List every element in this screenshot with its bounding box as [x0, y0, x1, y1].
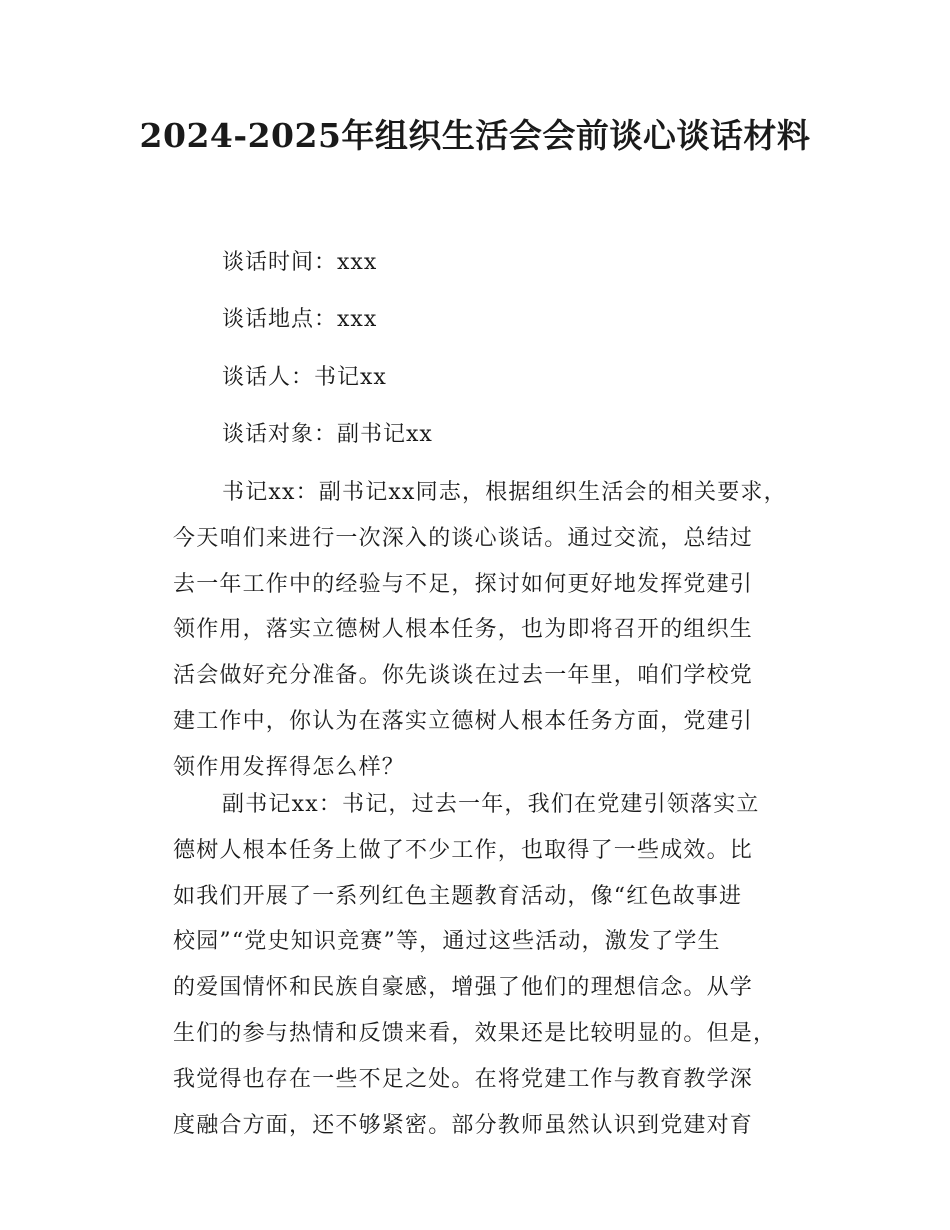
paragraph-line: 书记xx：副书记xx同志，根据组织生活会的相关要求，	[222, 480, 787, 505]
paragraph-line: 活会做好充分准备。你先谈谈在过去一年里，咱们学校党	[173, 663, 754, 689]
meta-talk-target: 谈话对象：副书记xx	[222, 422, 433, 447]
paragraph-secretary	[173, 470, 823, 791]
paragraph-line: 副书记xx：书记，过去一年，我们在党建引领落实立	[222, 792, 760, 817]
document-title: 2024-2025年组织生活会会前谈心谈话材料	[139, 116, 811, 155]
paragraph-line: 的爱国情怀和民族自豪感，增强了他们的理想信念。从学	[173, 975, 754, 1001]
meta-talker: 谈话人：书记xx	[222, 365, 387, 390]
paragraph-line: 校园”“党史知识竞赛”等，通过这些活动，激发了学生	[173, 929, 721, 955]
paragraph-deputy-secretary	[173, 782, 823, 1148]
paragraph-line: 德树人根本任务上做了不少工作，也取得了一些成效。比	[173, 837, 754, 863]
paragraph-line: 去一年工作中的经验与不足，探讨如何更好地发挥党建引	[173, 571, 754, 597]
meta-talk-time: 谈话时间：xxx	[222, 250, 378, 275]
paragraph-line: 度融合方面，还不够紧密。部分教师虽然认识到党建对育	[173, 1112, 754, 1138]
meta-talk-location: 谈话地点：xxx	[222, 307, 378, 332]
paragraph-line: 领作用发挥得怎么样？	[173, 754, 406, 780]
paragraph-line: 建工作中，你认为在落实立德树人根本任务方面，党建引	[173, 708, 754, 734]
paragraph-line: 如我们开展了一系列红色主题教育活动，像“红色故事进	[173, 883, 743, 909]
paragraph-line: 我觉得也存在一些不足之处。在将党建工作与教育教学深	[173, 1066, 754, 1092]
paragraph-line: 今天咱们来进行一次深入的谈心谈话。通过交流，总结过	[173, 525, 754, 551]
paragraph-line: 领作用，落实立德树人根本任务，也为即将召开的组织生	[173, 617, 754, 643]
paragraph-line: 生们的参与热情和反馈来看，效果还是比较明显的。但是，	[173, 1020, 777, 1046]
